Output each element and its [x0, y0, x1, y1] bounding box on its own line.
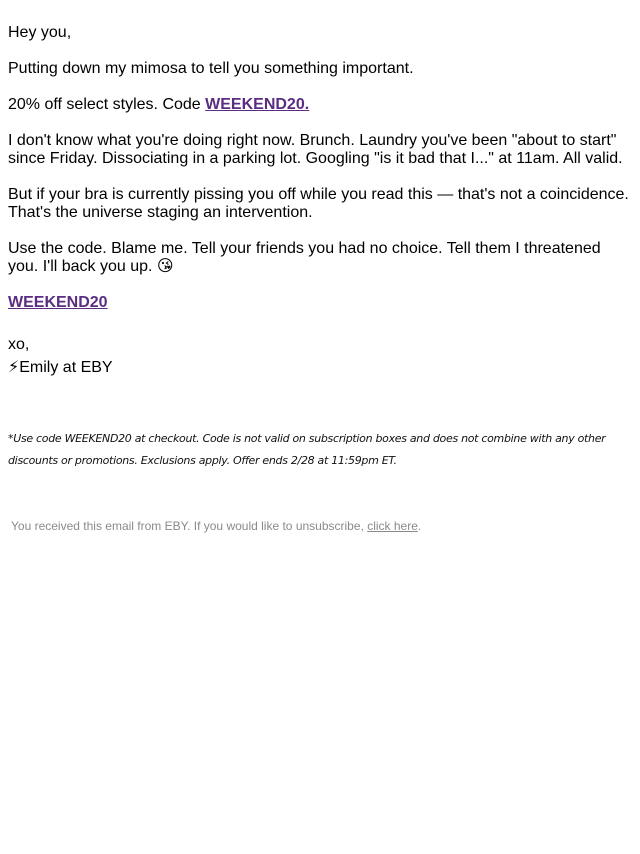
bra-paragraph: But if your bra is currently pissing you off while you read this — that's not a coincidence. That's the universe staging an intervention.: [8, 186, 629, 221]
unsubscribe-link[interactable]: click here: [367, 519, 418, 533]
footer-text: You received this email from EBY. If you would like to unsubscribe,: [11, 519, 368, 533]
disclaimer-text: *Use code WEEKEND20 at checkout. Code is not valid on subscription boxes and does not combine with any other discounts or promotions. Exclusions apply. Offer ends 2/28 at 11:59pm ET.: [8, 432, 606, 467]
email-body: [8, 24, 632, 382]
footer-period: .: [417, 519, 422, 533]
code-link-line: [8, 294, 632, 312]
intro-text: Putting down my mimosa to tell you something important.: [8, 60, 414, 77]
email-footer: [11, 518, 631, 534]
signature-text: ⚡Emily at EBY: [8, 359, 113, 376]
greeting-text: Hey you,: [8, 24, 72, 41]
offer-line: [8, 96, 632, 114]
promo-code-link[interactable]: WEEKEND20.: [205, 96, 310, 113]
signature-block: [8, 336, 632, 377]
brunch-paragraph: I don't know what you're doing right now. Brunch. Laundry you've been "about to start" since Friday. Dissociating in a parking lot. Googling "is it bad that I..." at 11am. All valid.: [8, 132, 623, 167]
use-code-paragraph: Use the code. Blame me. Tell your friends you had no choice. Tell them I threatened you. I'll back you up. 😘: [8, 240, 601, 275]
signoff-text: xo,: [8, 336, 30, 353]
offer-prefix-text: 20% off select styles. Code: [8, 96, 206, 113]
weekend20-code-link[interactable]: WEEKEND20: [8, 294, 108, 311]
